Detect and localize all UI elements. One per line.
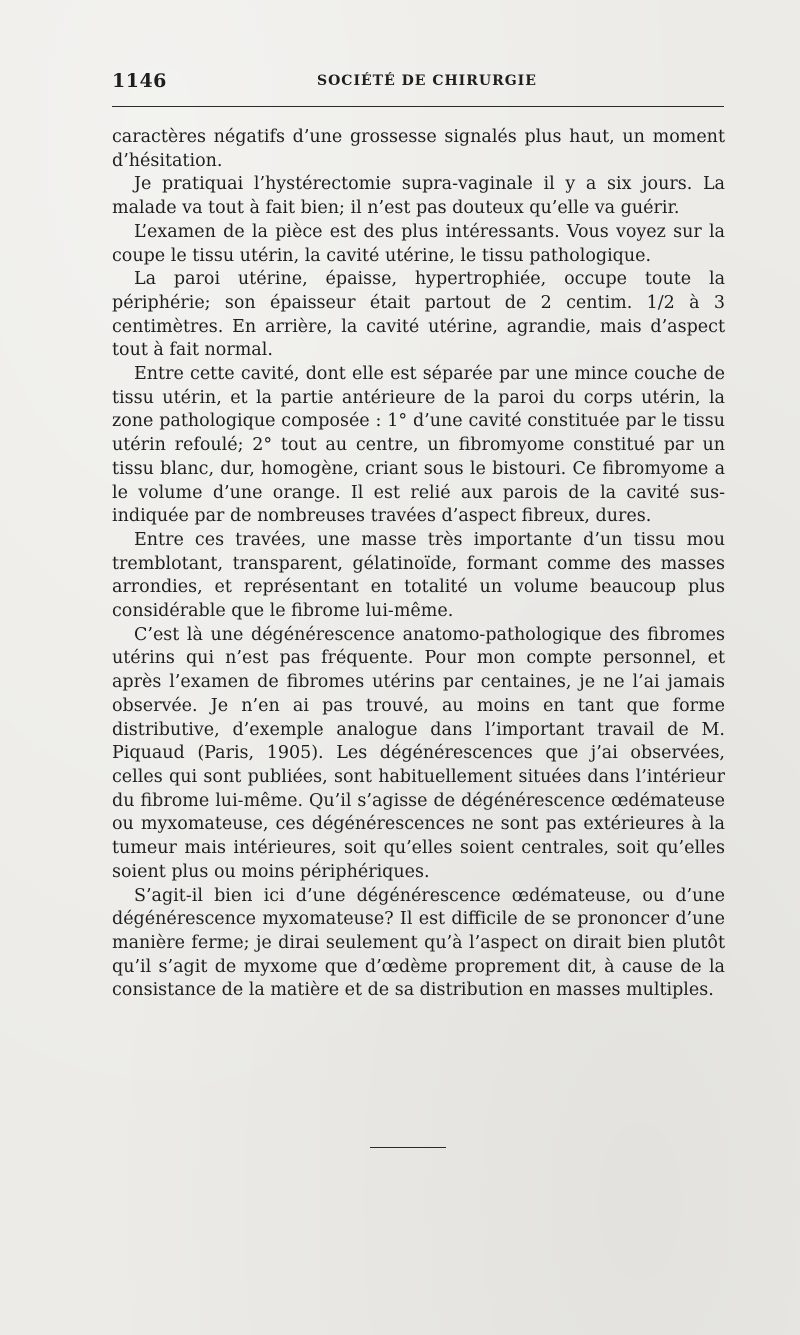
page-number: 1146 xyxy=(112,70,167,92)
paragraph-7: C’est là une dégénérescence anatomo-pathologique des fibromes utérins qui n’est pas fréquente. Pour mon compte personnel, et après l’examen de fibromes utérins par centaines, je ne l’ai jamais observée. Je n’en ai pas trouvé, au moins en tant que forme distributive, d’exemple analogue dans l’important travail de M. Piquaud (Paris, 1905). Les dégénérescences que j’ai observées, celles qui sont publiées, sont habituellement situées dans l’intérieur du fibrome lui-même. Qu’il s’agisse de dégénérescence œdémateuse ou myxomateuse, ces dégénérescences ne sont pas extérieures à la tumeur mais intérieures, soit qu’elles soient centrales, soit qu’elles soient plus ou moins périphériques. xyxy=(112,624,725,882)
paragraph-8: S’agit-il bien ici d’une dégénérescence œdémateuse, ou d’une dégénérescence myxomateuse? Il est difficile de se prononcer d’une manière ferme; je dirai seulement qu’à l’aspect on dirait bien plutôt qu’il s’agit de myxome que d’œdème proprement dit, à cause de la consistance de la matière et de sa distribution en masses multiples. xyxy=(112,885,725,1001)
paragraph-2: Je pratiquai l’hystérectomie supra-vaginale il y a six jours. La malade va tout à fait bien; il n’est pas douteux qu’elle va guérir. xyxy=(112,174,725,219)
body-text xyxy=(112,126,725,1003)
paragraph-3: L’examen de la pièce est des plus intéressants. Vous voyez sur la coupe le tissu utérin, la cavité utérine, le tissu pathologique. xyxy=(112,221,725,266)
header-rule xyxy=(112,106,724,107)
journal-title: SOCIÉTÉ DE CHIRURGIE xyxy=(317,73,537,89)
paragraph-4: La paroi utérine, épaisse, hypertrophiée, occupe toute la périphérie; son épaisseur était partout de 2 centim. 1/2 à 3 centimètres. En arrière, la cavité utérine, agrandie, mais d’aspect tout à fait normal. xyxy=(112,269,725,361)
paragraph-1: caractères négatifs d’une grossesse signalés plus haut, un moment d’hésitation. xyxy=(112,127,725,171)
paragraph-5: Entre cette cavité, dont elle est séparée par une mince couche de tissu utérin, et la partie antérieure de la paroi du corps utérin, la zone pathologique composée : 1° d’une cavité constituée par le tissu utérin refoulé; 2° tout au centre, un fibromyome constitué par un tissu blanc, dur, homogène, criant sous le bistouri. Ce fibromyome a le volume d’une orange. Il est relié aux parois de la cavité sus-indiquée par de nombreuses travées d’aspect fibreux, dures. xyxy=(112,364,725,527)
paragraph-6: Entre ces travées, une masse très importante d’un tissu mou tremblotant, transparent, gélatinoïde, formant comme des masses arrondies, et représentant en totalité un volume beaucoup plus considérable que le fibrome lui-même. xyxy=(112,529,725,622)
running-head xyxy=(112,70,724,96)
end-rule xyxy=(370,1147,446,1148)
